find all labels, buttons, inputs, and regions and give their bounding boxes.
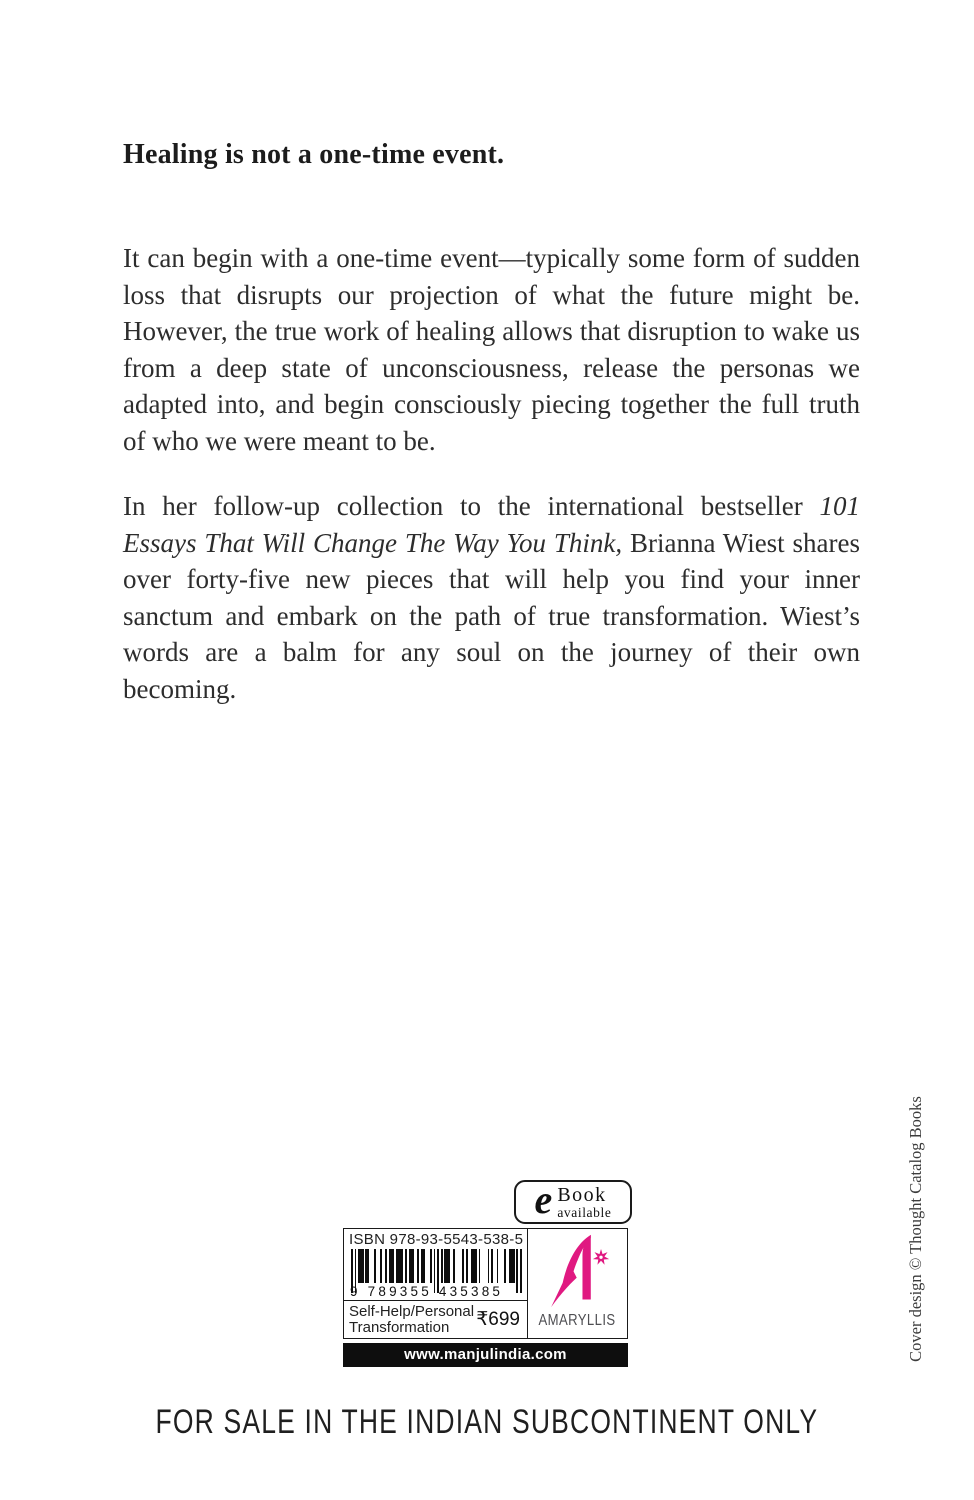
ebook-book-label: Book bbox=[557, 1183, 607, 1206]
cover-design-credit: Cover design © Thought Catalog Books bbox=[906, 1096, 925, 1362]
book-title-italic: 101 Essays That Will Change The Way You Think, bbox=[123, 491, 860, 558]
blurb-paragraph-2 bbox=[123, 488, 860, 708]
publisher-name: AMARYLLIS bbox=[538, 1312, 617, 1329]
ebook-e-icon: e bbox=[534, 1177, 553, 1222]
category-price-cell bbox=[344, 1301, 528, 1338]
blurb-paragraph-2-post: Brianna Wiest shares over forty-five new pieces that will help you find your inner sanctum and embark on the path of true transformation. Wiest’s words are a balm for any soul on the journey of their own becoming. bbox=[123, 527, 860, 704]
sale-notice-text: FOR SALE IN THE INDIAN SUBCONTINENT ONLY bbox=[155, 1403, 819, 1441]
publisher-cell bbox=[528, 1229, 627, 1338]
category-line-1: Self-Help/Personal bbox=[349, 1303, 475, 1320]
isbn-label: ISBN 978-93-5543-538-5 bbox=[349, 1231, 524, 1248]
barcode-grid bbox=[343, 1228, 628, 1339]
blurb-paragraph-2-pre: In her follow-up collection to the international bestseller bbox=[123, 491, 820, 521]
blurb-paragraph-1: It can begin with a one-time event—typically some form of sudden loss that disrupts our projection of what the future might be. However, the true work of healing allows that disruption to wake us from a deep state of unconsciousness, release the personas we adapted into, and begin consciously piecing together the full truth of who we were meant to be. bbox=[123, 243, 860, 456]
sale-notice bbox=[0, 1403, 974, 1442]
amaryllis-logo-icon bbox=[546, 1233, 610, 1311]
barcode-block bbox=[343, 1228, 628, 1367]
ebook-available-badge bbox=[514, 1177, 632, 1224]
barcode-cell bbox=[344, 1229, 528, 1301]
publisher-website: www.manjulindia.com bbox=[343, 1343, 628, 1367]
category-line-2: Transformation bbox=[349, 1318, 450, 1336]
ean-digits: 9 789355 435385 bbox=[350, 1284, 504, 1299]
price-label: ₹699 bbox=[476, 1309, 520, 1330]
ebook-badge-text bbox=[557, 1185, 611, 1220]
blurb-heading: Healing is not a one-time event. bbox=[123, 139, 505, 170]
ebook-available-label: available bbox=[557, 1204, 612, 1220]
category-label bbox=[349, 1304, 476, 1335]
